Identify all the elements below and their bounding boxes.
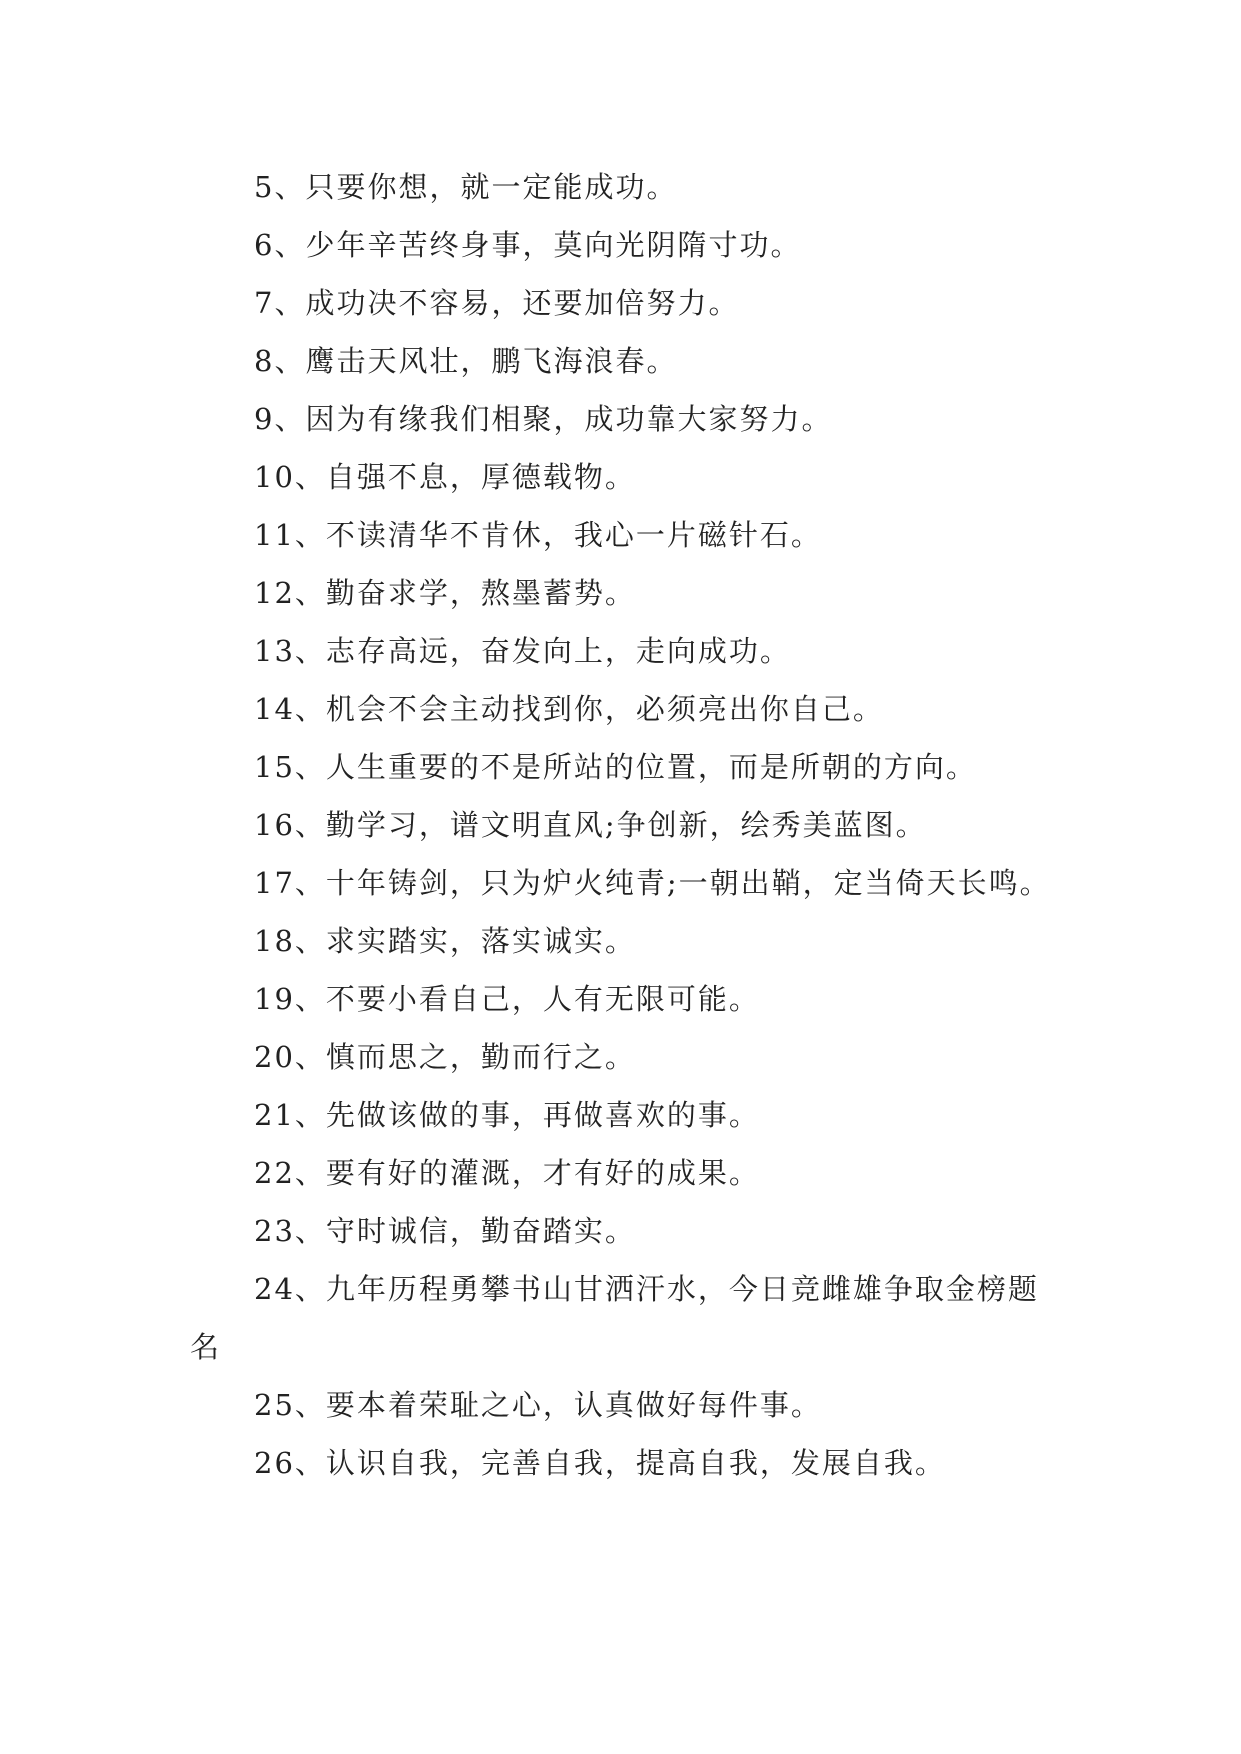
list-item: 19、不要小看自己，人有无限可能。: [254, 982, 760, 1016]
list-item: 10、自强不息，厚德载物。: [254, 460, 636, 494]
list-item: 11、不读清华不肯休，我心一片磁针石。: [254, 518, 822, 552]
list-item: 5、只要你想，就一定能成功。: [254, 170, 678, 204]
list-item: 18、求实踏实，落实诚实。: [254, 924, 636, 958]
list-item: 24、九年历程勇攀书山甘洒汗水，今日竞雌雄争取金榜题名: [190, 1272, 1039, 1364]
list-item: 16、勤学习，谱文明直风;争创新，绘秀美蓝图。: [254, 808, 927, 842]
list-item: 14、机会不会主动找到你，必须亮出你自己。: [254, 692, 884, 726]
list-item: 23、守时诚信，勤奋踏实。: [254, 1214, 636, 1248]
list-item: 22、要有好的灌溉，才有好的成果。: [254, 1156, 760, 1190]
list-item: 17、十年铸剑，只为炉火纯青;一朝出鞘，定当倚天长鸣。: [254, 866, 1051, 900]
list-item: 20、慎而思之，勤而行之。: [254, 1040, 636, 1074]
list-item: 13、志存高远，奋发向上，走向成功。: [254, 634, 791, 668]
list-item: 15、人生重要的不是所站的位置，而是所朝的方向。: [254, 750, 977, 784]
list-item: 26、认识自我，完善自我，提高自我，发展自我。: [254, 1446, 946, 1480]
list-item: 8、鹰击天风壮，鹏飞海浪春。: [254, 344, 678, 378]
document-body: [190, 158, 1060, 1492]
list-item: 21、先做该做的事，再做喜欢的事。: [254, 1098, 760, 1132]
list-item: 12、勤奋求学，熬墨蓄势。: [254, 576, 636, 610]
list-item: 7、成功决不容易，还要加倍努力。: [254, 286, 740, 320]
list-item: 6、少年辛苦终身事，莫向光阴隋寸功。: [254, 228, 802, 262]
list-item: 9、因为有缘我们相聚，成功靠大家努力。: [254, 402, 833, 436]
list-item: 25、要本着荣耻之心，认真做好每件事。: [254, 1388, 822, 1422]
